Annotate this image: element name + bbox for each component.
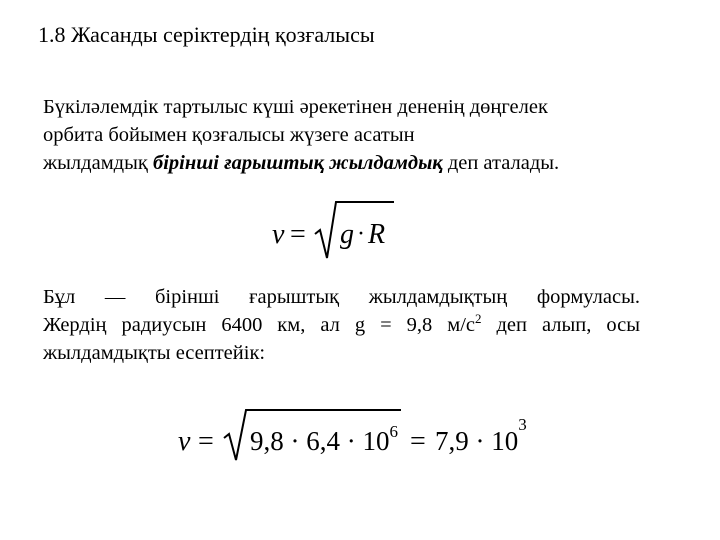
- formula-first-cosmic-velocity: [270, 196, 400, 271]
- definition-line-3-start: жылдамдық: [43, 152, 153, 174]
- formula-2-svg: [178, 404, 538, 466]
- calculation-line-2: [43, 311, 640, 339]
- formula-2-radicand: [250, 422, 398, 456]
- definition-line-2: орбита бойымен қозғалысы жүзеге асатын: [43, 124, 415, 146]
- slide-title: 1.8 Жасанды серіктердің қозғалысы: [38, 22, 375, 47]
- formula-2-lhs: v: [178, 426, 191, 457]
- calculation-line-2-sup: 2: [475, 311, 482, 326]
- formula-1-g: g: [340, 219, 354, 250]
- formula-calculation: [178, 404, 538, 471]
- calculation-line-2-start: Жердің радиусын 6400 км, ал g = 9,8 м/с: [43, 314, 476, 336]
- formula-2-result-exponent: 3: [518, 415, 527, 434]
- formula-2-radicand-exponent: 6: [389, 422, 398, 441]
- calculation-line-2-end: деп алып, осы: [481, 314, 640, 336]
- formula-2-equals: =: [198, 426, 214, 457]
- first-cosmic-velocity-term: бірінші ғарыштық жылдамдық: [152, 152, 443, 174]
- definition-line-3: [43, 149, 683, 177]
- calculation-paragraph: [43, 283, 640, 367]
- definition-line-3-end: деп аталады.: [442, 152, 560, 174]
- calculation-line-1: Бұл — бірінші ғарыштық жылдамдықтың формуласы.: [43, 286, 640, 308]
- formula-2-result: [435, 415, 527, 456]
- formula-1-equals: =: [290, 219, 306, 250]
- formula-1-svg: [270, 196, 400, 266]
- formula-2-equals-2: =: [410, 426, 426, 457]
- calculation-line-3: жылдамдықты есептейік:: [43, 342, 266, 364]
- formula-2-radicand-base: 9,8 · 6,4 · 10: [250, 426, 390, 456]
- formula-1-lhs: v: [272, 219, 285, 250]
- definition-paragraph: [43, 93, 683, 177]
- definition-line-1: Бүкіләлемдік тартылыс күші әрекетінен дененің дөңгелек: [43, 96, 548, 118]
- formula-1-dot: ·: [357, 221, 365, 247]
- formula-1-R: R: [368, 219, 386, 250]
- formula-2-result-base: 7,9 · 10: [435, 426, 519, 456]
